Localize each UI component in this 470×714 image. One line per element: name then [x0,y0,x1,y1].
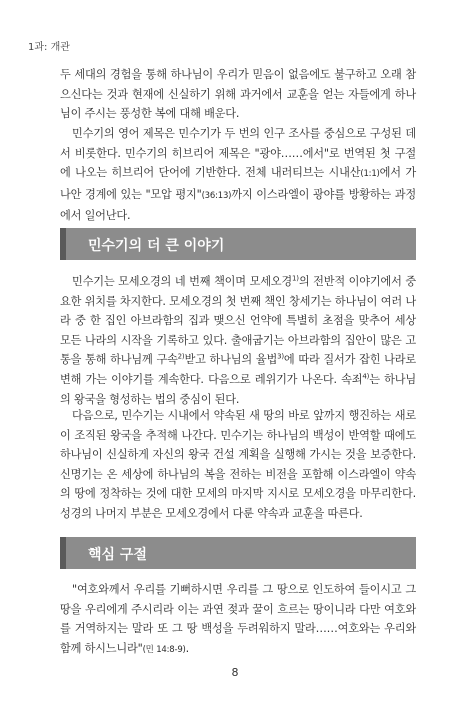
story-paragraph-1 [60,272,416,409]
footnote-marker: 3) [277,352,284,361]
section-header-bar [60,228,416,260]
story-paragraph-2: 다음으로, 민수기는 시내에서 약속된 새 땅의 바로 앞까지 행진하는 새로이 조직된 왕국을 추적해 나간다. 민수기는 하나님의 백성이 반역할 때에도 하나님이 신실하게 자신의 왕국 건설 계획을 실행해 가시는 것을 보증한다. 신명기는 온 세상에 하나님의 복을 전하는 비전을 포함해 이스라엘이 약속의 땅에 정착하는 것에 대한 모세의 마지막 지시로 모세오경을 마무리한다. 성경의 나머지 부분은 모세오경에서 다룬 약속과 교훈을 따른다. [60,409,416,520]
quote-text: "여호와께서 우리를 기뻐하시면 우리를 그 땅으로 인도하여 들이시고 그 땅을 우리에게 주시리라 이는 과연 젖과 꿀이 흐르는 땅이니라 다만 여호와를 거역하지는 말라 또 그 땅 백성을 두려워하지 말라……여호와는 우리와 함께 하시느니라" [60,583,416,655]
section-header-bar [60,537,416,569]
story-text: 는 하나님의 왕국을 형성하는 법의 중심이 된다. [60,372,416,406]
story-text: 의 전반적 이야기에서 중요한 위치를 차지한다. 모세오경의 첫 번째 책인 창세기는 하나님이 여러 나라 중 한 집인 아브라함의 집과 맺으신 언약에 특별히 초점을 맞추어 세상 모든 나라의 시작을 기록하고 있다. 출애굽기는 아브라함의 집안이 많은 고통을 통해 하나님께 구속 [60,275,416,367]
intro-paragraph-2 [60,124,416,226]
section-header-tab [60,228,66,260]
quote-end: . [185,641,190,655]
page-number: 8 [231,666,239,679]
footnote-marker: 1) [292,274,299,283]
section-title: 민수기의 더 큰 이야기 [88,238,225,254]
intro-text: 민수기의 영어 제목은 민수기가 두 번의 인구 조사를 중심으로 구성된 데서 비롯한다. 민수기의 히브리어 제목은 "광야……에서"로 번역된 첫 구절에 나오는 히브리어 단어에 기반한다. 전체 내러티브는 시내산 [60,127,416,180]
footnote-marker: 4) [362,372,370,381]
story-text: 받고 하나님의 율법 [184,353,278,367]
story-text: 민수기는 모세오경의 네 번째 책이며 모세오경 [72,275,293,288]
story-text: 에 따라 질서가 잡힌 나라로 변해 가는 이야기를 계속한다. 다음으로 레위기가 나온다. 속죄 [60,353,416,386]
intro-text: 까지 이스라엘이 광야를 방황하는 과정에서 일어난다. [60,187,416,223]
intro-text: 에서 가나안 경계에 있는 "모압 평지" [60,166,417,201]
footnote-marker: 2) [177,352,185,361]
verse-reference: (1:1) [360,169,380,180]
section-header-tab [60,537,66,569]
running-head: 1과: 개관 [28,42,70,53]
verse-reference: (36:13) [201,190,232,201]
verse-reference: (민 14:8-9) [142,644,186,655]
section-title: 핵심 구절 [88,547,147,563]
key-verse-quote [60,580,416,660]
intro-paragraph-1: 두 세대의 경험을 통해 하나님이 우리가 믿음이 없음에도 불구하고 오래 참으신다는 것과 현재에 신실하기 위해 과거에서 교훈을 얻는 자들에게 하나님이 주시는 풍성한 복에 대해 배운다. [60,68,416,121]
